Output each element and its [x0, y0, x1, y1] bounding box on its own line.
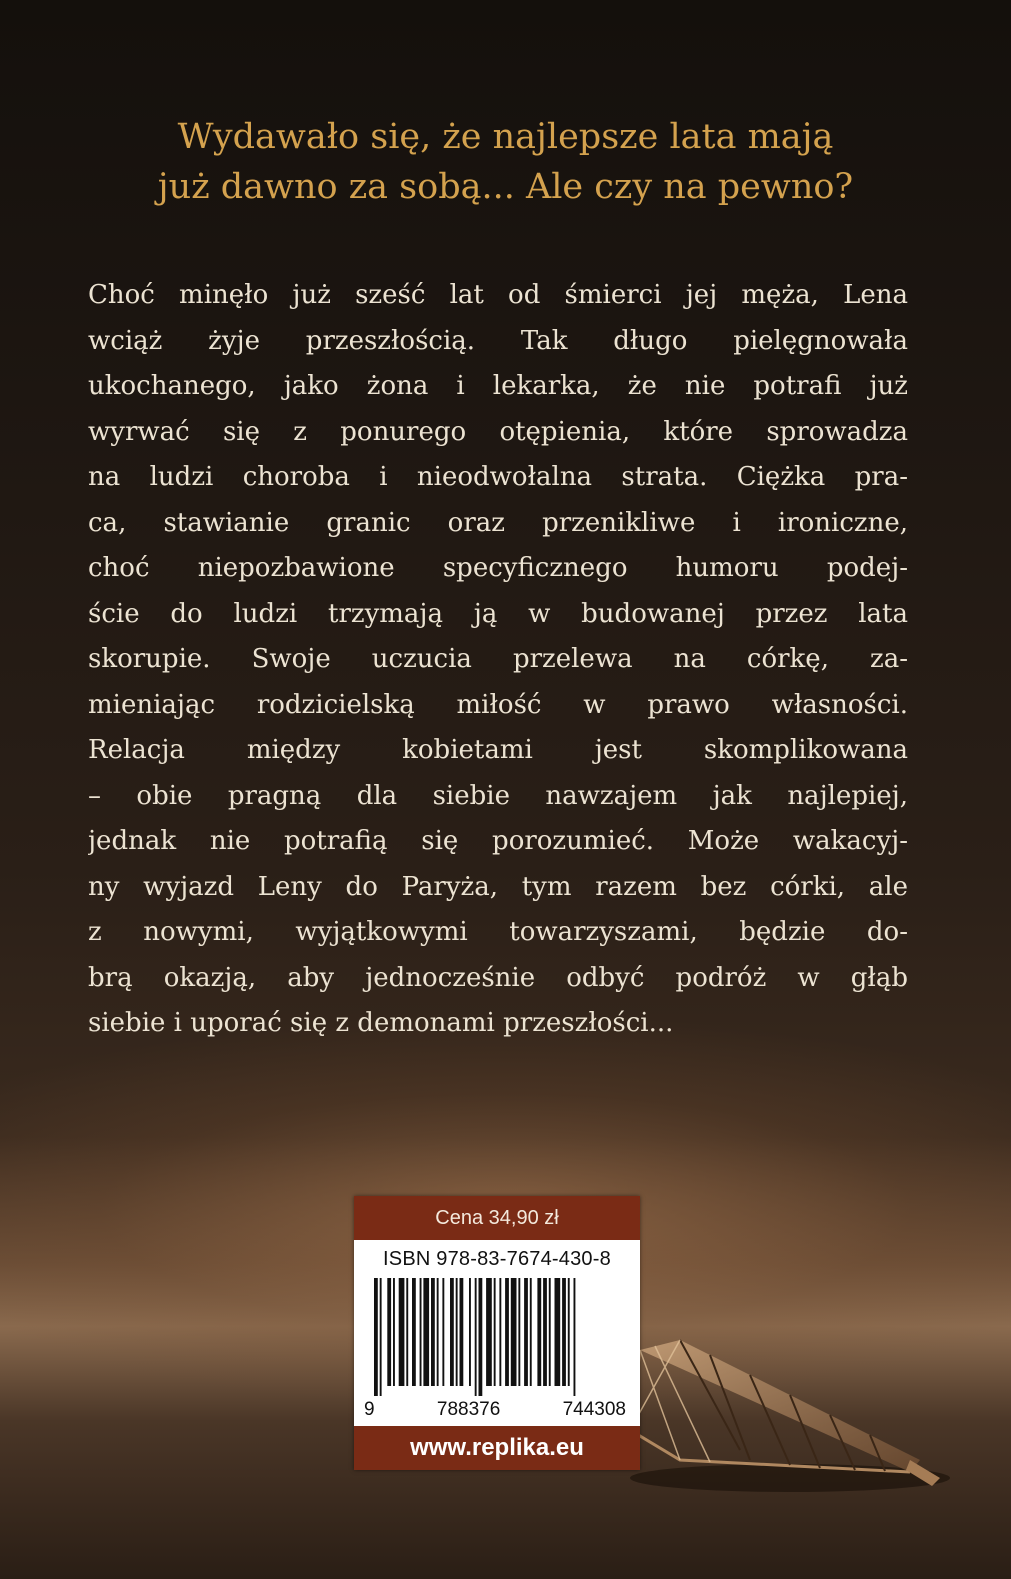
headline-line-2: już dawno za sobą... Ale czy na pewno?: [157, 167, 854, 207]
barcode-digit-prefix: 9: [364, 1399, 375, 1420]
publisher-url: www.replika.eu: [354, 1426, 640, 1470]
blurb-line: siebie i uporać się z demonami przeszłości...: [88, 1008, 674, 1038]
blurb-line: wciąż żyje przeszłością. Tak długo pielęgnowała: [88, 325, 908, 356]
blurb-line: ca, stawianie granic oraz przenikliwe i ironiczne,: [88, 507, 908, 538]
barcode-bar: [387, 1278, 391, 1386]
barcode-bar: [456, 1278, 458, 1386]
barcode-bar: [543, 1278, 547, 1386]
blurb-paragraph: [88, 273, 908, 1047]
blurb-line: z nowymi, wyjątkowymi towarzyszami, będzie do-: [88, 917, 908, 947]
barcode-bar: [450, 1278, 454, 1386]
blurb-line: brą okazją, aby jednocześnie odbyć podróż w głąb: [88, 962, 908, 993]
headline: [60, 112, 951, 212]
barcode-bar: [486, 1278, 492, 1386]
blurb-line: wyrwać się z ponurego otępienia, które sprowadza: [88, 416, 908, 447]
price-label: Cena 34,90 zł: [354, 1196, 640, 1240]
barcode-bar: [549, 1278, 551, 1386]
barcode-bar: [524, 1278, 528, 1386]
barcode-bar: [475, 1278, 477, 1396]
price-barcode-box: [354, 1196, 640, 1470]
isbn-label: ISBN 978-83-7674-430-8: [383, 1248, 611, 1270]
barcode-bar: [574, 1278, 576, 1396]
barcode-digit-group-right: 744308: [562, 1399, 626, 1420]
barcode-bar: [479, 1278, 483, 1396]
blurb-line: Relacja między kobietami jest skomplikowana: [88, 735, 908, 765]
barcode-bar: [431, 1278, 435, 1386]
barcode-bar: [442, 1278, 444, 1386]
barcode-bar: [505, 1278, 509, 1386]
barcode-digit-group-left: 788376: [436, 1399, 501, 1420]
barcode-bar: [393, 1278, 395, 1386]
barcode-bar: [412, 1278, 416, 1386]
blurb-line: skorupie. Swoje uczucia przelewa na córkę, za-: [88, 644, 908, 674]
barcode-bar: [374, 1278, 378, 1396]
barcode-bar: [399, 1278, 405, 1386]
barcode-bar: [499, 1278, 501, 1386]
barcode-bar: [530, 1278, 532, 1386]
blurb-line: Choć minęło już sześć lat od śmierci jej męża, Lena: [88, 280, 908, 310]
barcode: [366, 1278, 628, 1398]
barcode-bar: [562, 1278, 566, 1386]
barcode-bar: [437, 1278, 439, 1386]
barcode-bar: [380, 1278, 382, 1396]
barcode-bar: [568, 1278, 570, 1386]
barcode-bar: [518, 1278, 520, 1386]
blurb-line: ny wyjazd Leny do Paryża, tym razem bez córki, ale: [88, 871, 908, 902]
headline-line-1: Wydawało się, że najlepsze lata mają: [177, 117, 834, 157]
blurb-line: mieniając rodzicielską miłość w prawo własności.: [88, 689, 908, 720]
barcode-bar: [420, 1278, 422, 1386]
blurb-line: ukochanego, jako żona i lekarka, że nie potrafi już: [88, 371, 908, 401]
barcode-bar: [537, 1278, 541, 1386]
blurb-line: jednak nie potrafią się porozumieć. Może wakacyj-: [88, 826, 908, 856]
blurb-line: na ludzi choroba i nieodwołalna strata. Ciężka pra-: [88, 462, 908, 492]
barcode-bar: [555, 1278, 561, 1386]
barcode-bar: [406, 1278, 408, 1386]
barcode-bar: [511, 1278, 517, 1386]
blurb-line: choć niepozbawione specyficznego humoru podej-: [88, 553, 908, 583]
blurb-line: – obie pragną dla siebie nawzajem jak najlepiej,: [88, 780, 908, 811]
barcode-digits: [354, 1398, 640, 1426]
barcode-bar: [494, 1278, 496, 1386]
blurb-line: ście do ludzi trzymają ją w budowanej przez lata: [88, 598, 908, 629]
barcode-bar: [469, 1278, 471, 1386]
eiffel-tower-image: [620, 1310, 950, 1500]
barcode-bar: [423, 1278, 429, 1386]
barcode-bar: [460, 1278, 464, 1386]
